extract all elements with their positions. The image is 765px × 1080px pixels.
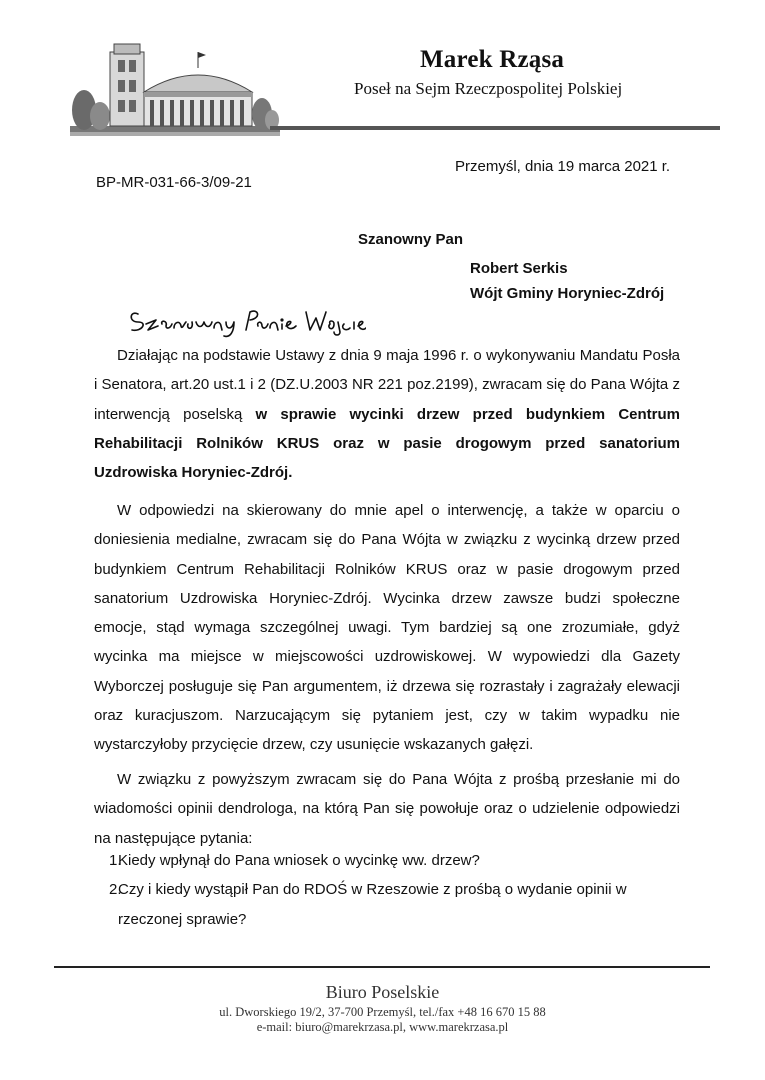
question-number: 2. bbox=[109, 881, 122, 899]
body-paragraph-1-emphasis: w sprawie wycinki drzew przed budynkiem Centrum Rehabilitacji Rolników KRUS oraz w pasie drogowym przed sanatorium Uzdrowiska Horyniec-Zdrój. bbox=[94, 405, 680, 482]
body-paragraph-1 bbox=[94, 341, 680, 487]
header-divider bbox=[270, 126, 720, 130]
question-text: Kiedy wpłynął do Pana wniosek o wycinkę ww. drzew? bbox=[118, 852, 480, 869]
author-title: Poseł na Sejm Rzeczpospolitej Polskiej bbox=[354, 79, 623, 98]
body-paragraph-3: W związku z powyższym zwracam się do Pana Wójta z prośbą przesłanie mi do wiadomości opinii dendrologa, na którą Pan się powołuje oraz o udzielenie odpowiedzi na następujące pytania: bbox=[94, 771, 680, 847]
body-paragraph-2: W odpowiedzi na skierowany do mnie apel o interwencję, a także w oparciu o doniesienia medialne, zwracam się do Pana Wójta w związku z wycinką drzew przed budynkiem Centrum Rehabilitacji Rolników KRUS oraz w pasie drogowym przed sanatorium Uzdrowiska Horyniec-Zdrój. Wycinka drzew zawsze budzi społeczne emocje, stąd wymaga szczególnej uwagi. Tym bardziej są one zrozumiałe, gdyż wycinka ma miejsce w miejscowości uzdrowiskowej. W wypowiedzi dla Gazety Wyborczej posługuje się Pan argumentem, iż drzewa się rozrastały i zagrażały elewacji oraz kuracjuszom. Narzucającym się pytaniem jest, czy w takim wypadku nie wystarczyłoby przycięcie drzew, czy usunięcie wskazanych gałęzi. bbox=[94, 502, 680, 754]
footer-divider bbox=[54, 966, 710, 968]
author-name: Marek Rząsa bbox=[420, 46, 565, 73]
place-date: Przemyśl, dnia 19 marca 2021 r. bbox=[455, 158, 671, 175]
office-address: ul. Dworskiego 19/2, 37-700 Przemyśl, tel./fax +48 16 670 15 88 bbox=[219, 1005, 546, 1019]
recipient-title: Wójt Gminy Horyniec-Zdrój bbox=[470, 285, 665, 302]
office-contact: e-mail: biuro@marekrzasa.pl, www.marekrzasa.pl bbox=[256, 1020, 509, 1034]
question-number: 1. bbox=[109, 852, 122, 869]
recipient-salutation: Szanowny Pan bbox=[358, 231, 464, 248]
handwritten-greeting bbox=[126, 302, 366, 338]
questions-list bbox=[94, 846, 680, 934]
reference-number: BP-MR-031-66-3/09-21 bbox=[96, 174, 252, 191]
question-item bbox=[94, 875, 680, 934]
body-paragraph-1-text: Działając na podstawie Ustawy z dnia 9 maja 1996 r. o wykonywaniu Mandatu Posła i Senatora, art.20 ust.1 i 2 (DZ.U.2003 NR 221 poz.2199), zwracam się do Pana Wójta z interwencją poselską bbox=[94, 347, 680, 423]
office-name: Biuro Poselskie bbox=[325, 982, 440, 1002]
recipient-name: Robert Serkis bbox=[470, 260, 568, 277]
question-text: Czy i kiedy wystąpił Pan do RDOŚ w Rzeszowie z prośbą o wydanie opinii w rzeczonej sprawie? bbox=[118, 881, 627, 928]
question-item bbox=[94, 846, 680, 875]
sejm-building-logo bbox=[70, 38, 280, 146]
